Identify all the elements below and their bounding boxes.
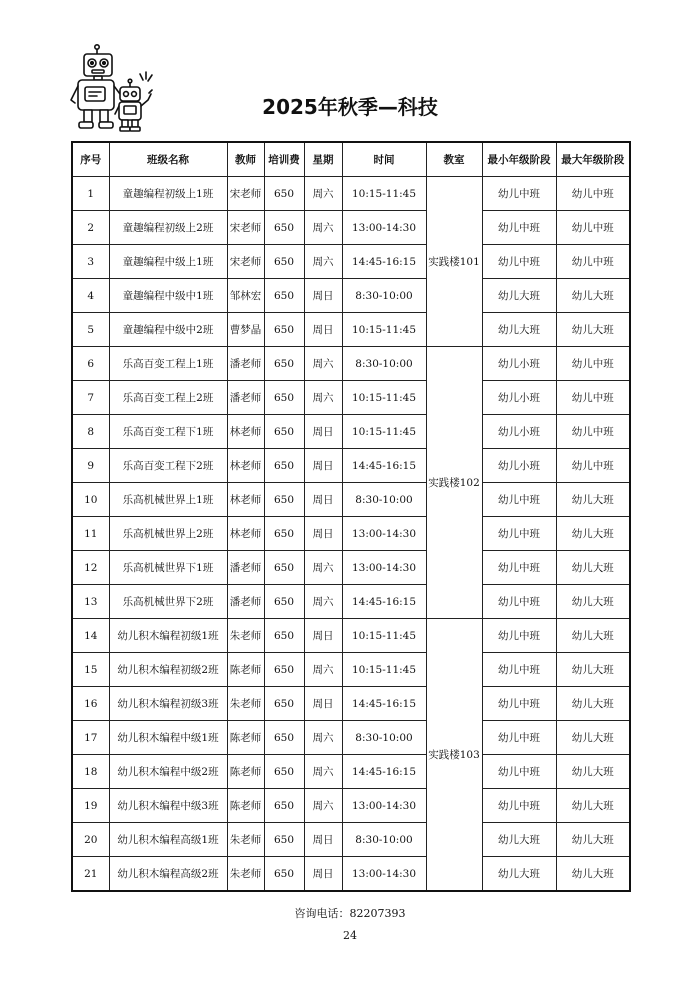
- cell-day: 周六: [304, 721, 342, 755]
- cell-room: 实践楼103: [426, 619, 482, 892]
- cell-no: 17: [72, 721, 109, 755]
- cell-teacher: 宋老师: [227, 177, 264, 211]
- table-row: [72, 211, 630, 245]
- cell-day: 周日: [304, 313, 342, 347]
- cell-teacher: 潘老师: [227, 347, 264, 381]
- cell-day: 周日: [304, 687, 342, 721]
- cell-time: 10:15-11:45: [342, 177, 426, 211]
- cell-no: 2: [72, 211, 109, 245]
- cell-max-grade: 幼儿大班: [556, 585, 630, 619]
- cell-class-name: 幼儿积木编程中级3班: [109, 789, 227, 823]
- cell-teacher: 陈老师: [227, 653, 264, 687]
- table-row: [72, 415, 630, 449]
- cell-no: 13: [72, 585, 109, 619]
- cell-class-name: 乐高百变工程下1班: [109, 415, 227, 449]
- cell-time: 8:30-10:00: [342, 721, 426, 755]
- cell-fee: 650: [264, 721, 304, 755]
- cell-class-name: 乐高机械世界上2班: [109, 517, 227, 551]
- cell-teacher: 林老师: [227, 415, 264, 449]
- cell-fee: 650: [264, 585, 304, 619]
- cell-day: 周六: [304, 653, 342, 687]
- cell-class-name: 童趣编程中级中1班: [109, 279, 227, 313]
- cell-no: 3: [72, 245, 109, 279]
- cell-time: 14:45-16:15: [342, 687, 426, 721]
- cell-max-grade: 幼儿中班: [556, 449, 630, 483]
- cell-min-grade: 幼儿中班: [482, 619, 556, 653]
- cell-fee: 650: [264, 755, 304, 789]
- cell-min-grade: 幼儿中班: [482, 211, 556, 245]
- cell-no: 15: [72, 653, 109, 687]
- cell-min-grade: 幼儿大班: [482, 857, 556, 892]
- cell-teacher: 林老师: [227, 517, 264, 551]
- cell-max-grade: 幼儿大班: [556, 619, 630, 653]
- cell-time: 14:45-16:15: [342, 449, 426, 483]
- col-header-fee: 培训费: [264, 142, 304, 177]
- cell-time: 8:30-10:00: [342, 483, 426, 517]
- cell-teacher: 宋老师: [227, 211, 264, 245]
- cell-fee: 650: [264, 381, 304, 415]
- cell-day: 周六: [304, 755, 342, 789]
- cell-fee: 650: [264, 857, 304, 892]
- cell-class-name: 幼儿积木编程初级1班: [109, 619, 227, 653]
- cell-day: 周六: [304, 789, 342, 823]
- cell-max-grade: 幼儿中班: [556, 415, 630, 449]
- cell-no: 12: [72, 551, 109, 585]
- table-row: [72, 245, 630, 279]
- cell-no: 18: [72, 755, 109, 789]
- cell-max-grade: 幼儿大班: [556, 687, 630, 721]
- course-schedule-table: [71, 141, 631, 892]
- table-row: [72, 517, 630, 551]
- cell-fee: 650: [264, 517, 304, 551]
- cell-min-grade: 幼儿中班: [482, 551, 556, 585]
- cell-time: 8:30-10:00: [342, 823, 426, 857]
- table-row: [72, 823, 630, 857]
- cell-class-name: 童趣编程初级上1班: [109, 177, 227, 211]
- cell-min-grade: 幼儿中班: [482, 483, 556, 517]
- cell-fee: 650: [264, 245, 304, 279]
- page-title: 2025年秋季—科技: [262, 95, 438, 119]
- cell-teacher: 林老师: [227, 449, 264, 483]
- table-row: [72, 449, 630, 483]
- cell-time: 14:45-16:15: [342, 585, 426, 619]
- robot-logo-icon: [68, 44, 154, 134]
- cell-fee: 650: [264, 551, 304, 585]
- cell-max-grade: 幼儿大班: [556, 755, 630, 789]
- cell-time: 8:30-10:00: [342, 347, 426, 381]
- cell-teacher: 林老师: [227, 483, 264, 517]
- cell-min-grade: 幼儿中班: [482, 517, 556, 551]
- cell-max-grade: 幼儿中班: [556, 177, 630, 211]
- cell-class-name: 乐高百变工程上2班: [109, 381, 227, 415]
- cell-no: 8: [72, 415, 109, 449]
- cell-max-grade: 幼儿大班: [556, 857, 630, 892]
- cell-max-grade: 幼儿大班: [556, 721, 630, 755]
- cell-day: 周日: [304, 517, 342, 551]
- cell-class-name: 乐高机械世界下2班: [109, 585, 227, 619]
- cell-min-grade: 幼儿大班: [482, 823, 556, 857]
- cell-fee: 650: [264, 313, 304, 347]
- col-header-min-grade: 最小年级阶段: [482, 142, 556, 177]
- cell-teacher: 宋老师: [227, 245, 264, 279]
- cell-time: 10:15-11:45: [342, 381, 426, 415]
- cell-day: 周六: [304, 381, 342, 415]
- cell-min-grade: 幼儿小班: [482, 415, 556, 449]
- cell-teacher: 朱老师: [227, 619, 264, 653]
- cell-fee: 650: [264, 279, 304, 313]
- cell-class-name: 乐高百变工程下2班: [109, 449, 227, 483]
- cell-class-name: 乐高机械世界上1班: [109, 483, 227, 517]
- cell-max-grade: 幼儿大班: [556, 279, 630, 313]
- cell-day: 周六: [304, 585, 342, 619]
- cell-fee: 650: [264, 449, 304, 483]
- table-body: [72, 177, 630, 892]
- cell-max-grade: 幼儿大班: [556, 653, 630, 687]
- cell-time: 13:00-14:30: [342, 211, 426, 245]
- cell-day: 周六: [304, 245, 342, 279]
- cell-time: 10:15-11:45: [342, 313, 426, 347]
- cell-no: 4: [72, 279, 109, 313]
- cell-fee: 650: [264, 789, 304, 823]
- cell-teacher: 陈老师: [227, 721, 264, 755]
- cell-max-grade: 幼儿中班: [556, 245, 630, 279]
- table-header-row: [72, 142, 630, 177]
- cell-max-grade: 幼儿中班: [556, 347, 630, 381]
- cell-no: 1: [72, 177, 109, 211]
- cell-class-name: 幼儿积木编程中级2班: [109, 755, 227, 789]
- cell-time: 10:15-11:45: [342, 415, 426, 449]
- page-number: 24: [343, 929, 357, 942]
- cell-time: 13:00-14:30: [342, 551, 426, 585]
- table-row: [72, 789, 630, 823]
- cell-time: 13:00-14:30: [342, 517, 426, 551]
- cell-teacher: 潘老师: [227, 551, 264, 585]
- cell-class-name: 童趣编程中级中2班: [109, 313, 227, 347]
- table-row: [72, 755, 630, 789]
- cell-no: 16: [72, 687, 109, 721]
- table-row: [72, 721, 630, 755]
- cell-fee: 650: [264, 347, 304, 381]
- cell-class-name: 童趣编程中级上1班: [109, 245, 227, 279]
- cell-class-name: 乐高机械世界下1班: [109, 551, 227, 585]
- cell-class-name: 幼儿积木编程高级1班: [109, 823, 227, 857]
- cell-fee: 650: [264, 177, 304, 211]
- col-header-no: 序号: [72, 142, 109, 177]
- cell-no: 6: [72, 347, 109, 381]
- cell-fee: 650: [264, 619, 304, 653]
- cell-max-grade: 幼儿大班: [556, 483, 630, 517]
- cell-no: 10: [72, 483, 109, 517]
- cell-day: 周六: [304, 551, 342, 585]
- col-header-room: 教室: [426, 142, 482, 177]
- contact-phone: 咨询电话：82207393: [294, 907, 406, 920]
- cell-day: 周日: [304, 279, 342, 313]
- cell-min-grade: 幼儿小班: [482, 449, 556, 483]
- cell-time: 10:15-11:45: [342, 619, 426, 653]
- cell-teacher: 陈老师: [227, 789, 264, 823]
- cell-day: 周六: [304, 211, 342, 245]
- cell-max-grade: 幼儿大班: [556, 313, 630, 347]
- table-row: [72, 653, 630, 687]
- col-header-teacher: 教师: [227, 142, 264, 177]
- cell-min-grade: 幼儿中班: [482, 789, 556, 823]
- cell-time: 13:00-14:30: [342, 789, 426, 823]
- cell-time: 8:30-10:00: [342, 279, 426, 313]
- table-row: [72, 279, 630, 313]
- table-row: [72, 483, 630, 517]
- table-row: [72, 347, 630, 381]
- cell-teacher: 朱老师: [227, 823, 264, 857]
- cell-no: 14: [72, 619, 109, 653]
- cell-fee: 650: [264, 653, 304, 687]
- cell-min-grade: 幼儿大班: [482, 279, 556, 313]
- table-row: [72, 381, 630, 415]
- cell-min-grade: 幼儿中班: [482, 585, 556, 619]
- cell-min-grade: 幼儿中班: [482, 245, 556, 279]
- cell-max-grade: 幼儿大班: [556, 517, 630, 551]
- cell-max-grade: 幼儿中班: [556, 381, 630, 415]
- cell-teacher: 潘老师: [227, 585, 264, 619]
- cell-no: 11: [72, 517, 109, 551]
- cell-time: 10:15-11:45: [342, 653, 426, 687]
- cell-day: 周六: [304, 177, 342, 211]
- cell-time: 14:45-16:15: [342, 755, 426, 789]
- cell-day: 周日: [304, 483, 342, 517]
- cell-fee: 650: [264, 823, 304, 857]
- table-row: [72, 585, 630, 619]
- cell-day: 周日: [304, 415, 342, 449]
- cell-fee: 650: [264, 211, 304, 245]
- cell-min-grade: 幼儿中班: [482, 177, 556, 211]
- cell-min-grade: 幼儿小班: [482, 381, 556, 415]
- table-row: [72, 687, 630, 721]
- table-row: [72, 857, 630, 892]
- cell-no: 19: [72, 789, 109, 823]
- cell-teacher: 陈老师: [227, 755, 264, 789]
- cell-max-grade: 幼儿大班: [556, 789, 630, 823]
- cell-min-grade: 幼儿中班: [482, 653, 556, 687]
- cell-class-name: 幼儿积木编程中级1班: [109, 721, 227, 755]
- col-header-day: 星期: [304, 142, 342, 177]
- cell-max-grade: 幼儿大班: [556, 551, 630, 585]
- cell-min-grade: 幼儿中班: [482, 721, 556, 755]
- cell-teacher: 潘老师: [227, 381, 264, 415]
- cell-no: 20: [72, 823, 109, 857]
- cell-min-grade: 幼儿小班: [482, 347, 556, 381]
- cell-teacher: 曹梦晶: [227, 313, 264, 347]
- cell-teacher: 朱老师: [227, 857, 264, 892]
- cell-min-grade: 幼儿大班: [482, 313, 556, 347]
- cell-class-name: 幼儿积木编程初级2班: [109, 653, 227, 687]
- cell-max-grade: 幼儿大班: [556, 823, 630, 857]
- cell-fee: 650: [264, 687, 304, 721]
- cell-day: 周六: [304, 347, 342, 381]
- table-row: [72, 619, 630, 653]
- cell-max-grade: 幼儿中班: [556, 211, 630, 245]
- table-row: [72, 551, 630, 585]
- cell-room: 实践楼102: [426, 347, 482, 619]
- table-row: [72, 313, 630, 347]
- cell-teacher: 朱老师: [227, 687, 264, 721]
- cell-no: 21: [72, 857, 109, 892]
- cell-class-name: 乐高百变工程上1班: [109, 347, 227, 381]
- cell-min-grade: 幼儿中班: [482, 687, 556, 721]
- col-header-class-name: 班级名称: [109, 142, 227, 177]
- cell-time: 13:00-14:30: [342, 857, 426, 892]
- cell-day: 周日: [304, 619, 342, 653]
- cell-room: 实践楼101: [426, 177, 482, 347]
- table-row: [72, 177, 630, 211]
- cell-min-grade: 幼儿中班: [482, 755, 556, 789]
- cell-class-name: 幼儿积木编程高级2班: [109, 857, 227, 892]
- cell-day: 周日: [304, 449, 342, 483]
- cell-day: 周日: [304, 823, 342, 857]
- cell-class-name: 童趣编程初级上2班: [109, 211, 227, 245]
- cell-day: 周日: [304, 857, 342, 892]
- cell-no: 9: [72, 449, 109, 483]
- cell-fee: 650: [264, 415, 304, 449]
- cell-class-name: 幼儿积木编程初级3班: [109, 687, 227, 721]
- cell-time: 14:45-16:15: [342, 245, 426, 279]
- col-header-max-grade: 最大年级阶段: [556, 142, 630, 177]
- col-header-time: 时间: [342, 142, 426, 177]
- cell-teacher: 邹林宏: [227, 279, 264, 313]
- cell-no: 5: [72, 313, 109, 347]
- cell-fee: 650: [264, 483, 304, 517]
- cell-no: 7: [72, 381, 109, 415]
